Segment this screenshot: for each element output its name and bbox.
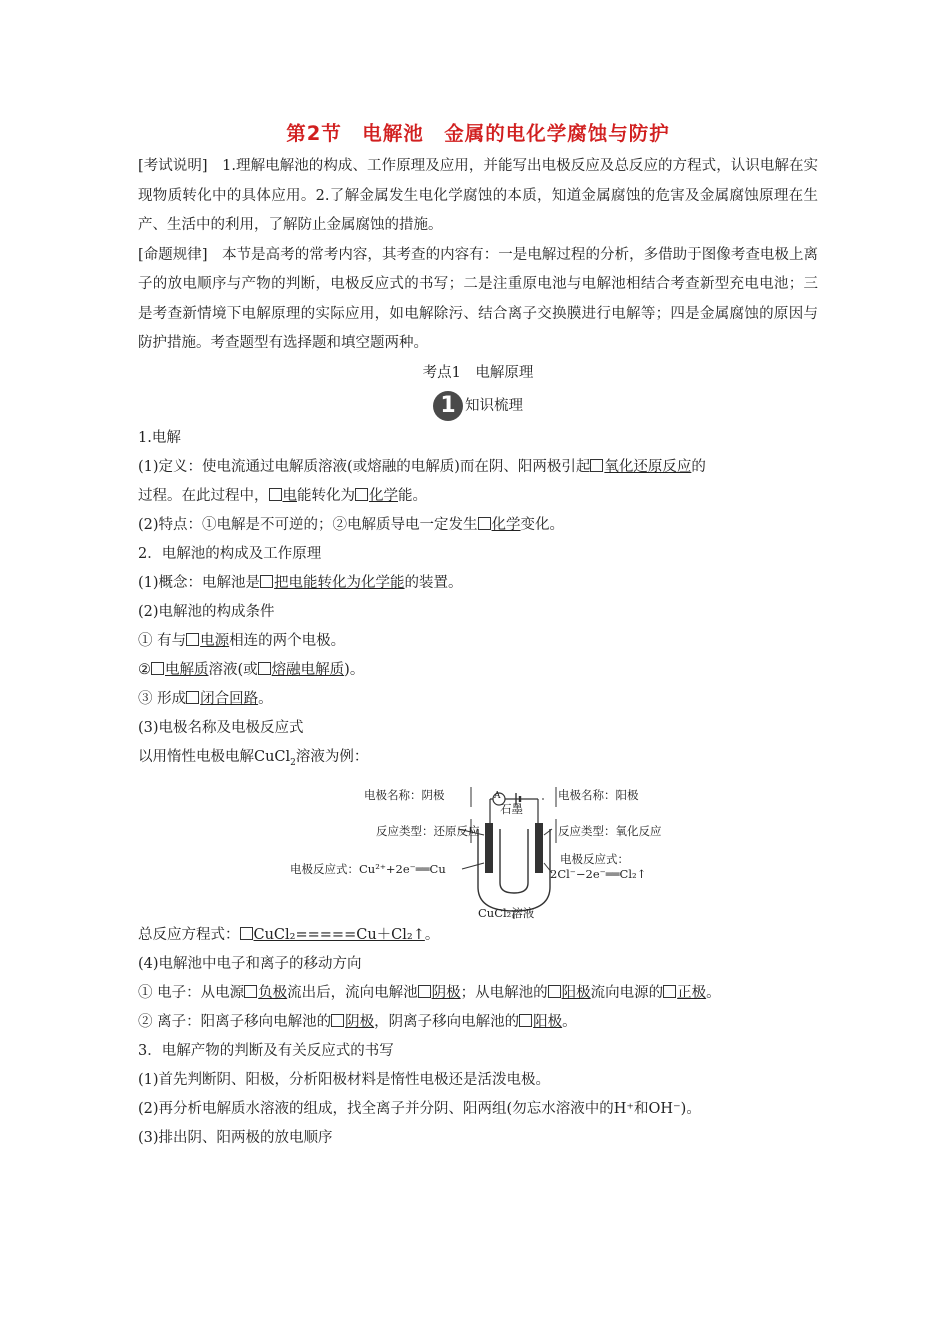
- text: 过程。在此过程中，: [138, 487, 269, 504]
- definition-line: [138, 453, 818, 482]
- text: )。: [344, 661, 365, 678]
- heading-2: 2．电解池的构成及工作原理: [138, 545, 322, 562]
- left-electrode-name: 电极名称：阴极: [364, 788, 445, 803]
- condition-3: [138, 685, 818, 714]
- section-title: 第2节 电解池 金属的电化学腐蚀与防护: [286, 122, 670, 145]
- text: 。: [562, 1014, 577, 1031]
- checkbox-icon: [244, 985, 257, 998]
- answer-text: 阴极: [431, 985, 461, 1002]
- answer-blank: [418, 985, 461, 1001]
- definition-line-2: [138, 482, 818, 511]
- right-reaction-type: 反应类型：氧化反应: [558, 824, 662, 839]
- heading-3: 3．电解产物的判断及有关反应式的书写: [138, 1043, 394, 1060]
- right-equation-label: 电极反应式：: [560, 852, 629, 867]
- exam-rules: [命题规律] 本节是高考的常考内容，其考查的内容有：一是电解过程的分析，多借助于图像考查电极上离子的放电顺序与产物的判断，电极反应式的书写；二是注重原电池与电解池相结合考查新型充电电池；三是考查新情境下电解原理的实际应用，如电解除污、结合离子交换膜进行电解等；四是金属腐蚀的原因与防护措施。考查题型有选择题和填空题两种。: [138, 246, 818, 351]
- text: 能转化为: [297, 487, 355, 504]
- checkbox-icon: [186, 691, 199, 704]
- example-line: [138, 743, 818, 778]
- checkbox-icon: [478, 517, 491, 530]
- answer-blank: [548, 985, 591, 1001]
- answer-blank: [269, 488, 298, 504]
- checkbox-icon: [258, 662, 271, 675]
- text: ① 有与: [138, 632, 187, 649]
- number-circle-icon: 1: [433, 391, 463, 421]
- text: ；从电解池的: [460, 985, 548, 1002]
- answer-text: 熔融电解质: [271, 661, 345, 678]
- cathode-electrode: [485, 823, 493, 873]
- answer-blank: [331, 1014, 374, 1030]
- answer-text: 化学: [369, 487, 398, 504]
- solution-label: CuCl₂溶液: [478, 906, 535, 921]
- direction-heading: (4)电解池中电子和离子的移动方向: [138, 956, 362, 973]
- answer-text: 阴极: [345, 1014, 375, 1031]
- text: (1)概念：电解池是: [138, 574, 261, 591]
- answer-blank: [186, 691, 258, 707]
- right-electrode-name: 电极名称：阳极: [558, 788, 639, 803]
- checkbox-icon: [260, 575, 273, 588]
- text: 的: [691, 458, 706, 475]
- answer-text: 氧化还原反应: [604, 458, 692, 475]
- text: 的装置。: [404, 574, 463, 591]
- ion-direction: [138, 1008, 818, 1037]
- text: 。: [706, 985, 721, 1002]
- subscript: 2: [290, 757, 296, 768]
- text: 流向电源的: [590, 985, 664, 1002]
- knowledge-badge: [138, 388, 818, 424]
- text: 总反应方程式：: [138, 927, 240, 944]
- total-equation: [138, 921, 818, 950]
- answer-text: 阳极: [561, 985, 591, 1002]
- electrode-heading: (3)电极名称及电极反应式: [138, 719, 304, 736]
- answer-blank: [355, 488, 398, 504]
- text: (2)特点：①电解是不可逆的；②电解质导电一定发生: [138, 516, 478, 533]
- right-electrode-equation: 2Cl⁻−2e⁻══Cl₂↑: [550, 867, 647, 882]
- electrolysis-diagram: [138, 777, 818, 921]
- checkbox-icon: [151, 662, 164, 675]
- checkbox-icon: [418, 985, 431, 998]
- answer-text: 闭合回路: [200, 690, 259, 707]
- text: ② 离子：阳离子移向电解池的: [138, 1014, 332, 1031]
- text: 以用惰性电极电解CuCl: [138, 748, 291, 765]
- ammeter-label: A: [494, 791, 501, 802]
- step-2: (2)再分析电解质水溶液的组成，找全离子并分阴、阳两组(勿忘水溶液中的H⁺和OH⁻)。: [138, 1101, 701, 1118]
- checkbox-icon: [519, 1014, 532, 1027]
- left-reaction-type: 反应类型：还原反应: [376, 824, 480, 839]
- text: 变化。: [520, 516, 565, 533]
- anode-electrode: [535, 823, 543, 873]
- checkbox-icon: [663, 985, 676, 998]
- answer-text: 电源: [200, 632, 230, 649]
- concept-line: [138, 569, 818, 598]
- answer-text: 负极: [258, 985, 288, 1002]
- answer-blank: [519, 1014, 562, 1030]
- kaodian-heading: 考点1 电解原理: [422, 364, 534, 381]
- condition-2: [138, 656, 818, 685]
- exam-description: [考试说明] 1.理解电解池的构成、工作原理及应用，并能写出电极反应及总反应的方程式，认识电解在实现物质转化中的具体应用。2.了解金属发生电化学腐蚀的本质，知道金属腐蚀的危害及金属腐蚀原理在生产、生活中的利用，了解防止金属腐蚀的措施。: [138, 158, 818, 233]
- text: 流出后，流向电解池: [287, 985, 418, 1002]
- answer-text: 把电能转化为化学能: [274, 574, 405, 591]
- text: 能。: [398, 487, 427, 504]
- electrolysis-cell-drawing: [138, 777, 818, 921]
- checkbox-icon: [331, 1014, 344, 1027]
- graphite-label: 石墨: [500, 802, 523, 817]
- answer-blank: [663, 985, 706, 1001]
- step-3: (3)排出阴、阳两极的放电顺序: [138, 1130, 333, 1147]
- condition-1: [138, 627, 818, 656]
- answer-text: 电: [282, 487, 297, 504]
- badge-label: 知识梳理: [465, 397, 523, 414]
- answer-text: 正极: [677, 985, 707, 1002]
- answer-text: CuCl₂=====Cu＋Cl₂↑: [253, 927, 425, 944]
- text: ②: [138, 661, 151, 678]
- checkbox-icon: [240, 927, 253, 940]
- answer-text: 阳极: [533, 1014, 563, 1031]
- answer-blank: [260, 575, 405, 591]
- text: 溶液为例：: [295, 748, 369, 765]
- text: 溶液(或: [208, 661, 258, 678]
- checkbox-icon: [590, 459, 603, 472]
- answer-text: 电解质: [165, 661, 209, 678]
- text: 相连的两个电极。: [229, 632, 346, 649]
- feature-line: [138, 511, 818, 540]
- step-1: (1)首先判断阴、阳极，分析阳极材料是惰性电极还是活泼电极。: [138, 1072, 551, 1089]
- checkbox-icon: [355, 488, 368, 501]
- answer-blank: [478, 517, 521, 533]
- answer-blank: [244, 985, 287, 1001]
- answer-blank: [240, 927, 425, 943]
- heading-1: 1.电解: [138, 429, 181, 446]
- text: (1)定义：使电流通过电解质溶液(或熔融的电解质)而在阴、阳两极引起: [138, 458, 591, 475]
- answer-blank: [590, 459, 691, 475]
- document-page: [138, 118, 818, 1153]
- electron-direction: [138, 979, 818, 1008]
- text: 。: [258, 690, 273, 707]
- text: ③ 形成: [138, 690, 187, 707]
- conditions-heading: (2)电解池的构成条件: [138, 603, 275, 620]
- checkbox-icon: [269, 488, 282, 501]
- text: ① 电子：从电源: [138, 985, 245, 1002]
- answer-blank: [151, 662, 209, 678]
- checkbox-icon: [186, 633, 199, 646]
- text: ，阴离子移向电解池的: [374, 1014, 520, 1031]
- answer-blank: [186, 633, 229, 649]
- left-electrode-equation: 电极反应式：Cu²⁺+2e⁻══Cu: [290, 862, 446, 877]
- answer-blank: [258, 662, 345, 678]
- answer-text: 化学: [491, 516, 521, 533]
- text: 。: [424, 927, 440, 944]
- checkbox-icon: [548, 985, 561, 998]
